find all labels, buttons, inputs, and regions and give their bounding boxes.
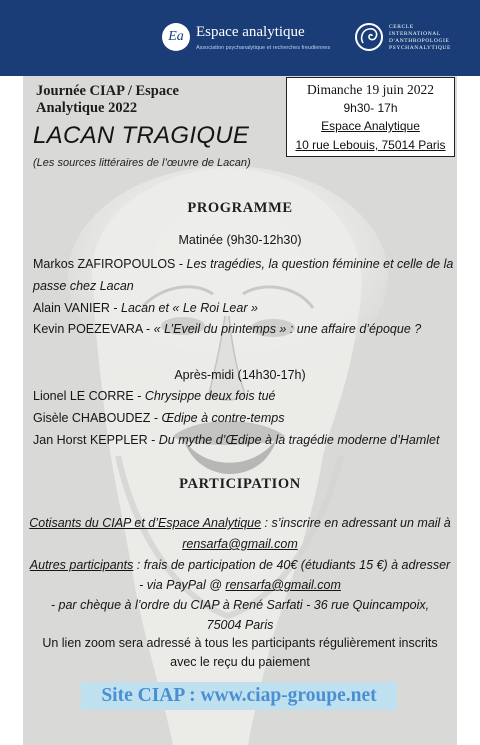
event-time: 9h30- 17h [343,101,398,115]
morning-label: Matinée (9h30-12h30) [178,233,302,247]
date-venue-box [286,77,455,157]
event-title: LACAN TRAGIQUE [33,122,250,149]
afternoon-label: Après-midi (14h30-17h) [174,368,306,382]
programme-item-continued: passe chez Lacan [33,279,134,293]
event-date: Dimanche 19 juin 2022 [306,82,435,97]
event-address: 10 rue Lebouis, 75014 Paris [295,138,446,152]
programme-heading: PROGRAMME [187,200,293,216]
espace-analytique-logo-icon: Ea [162,23,190,51]
cheque-line: - par chèque à l’ordre du CIAP à René Sarfati - 36 rue Quincampoix, [50,598,430,612]
programme-item: Lionel LE CORRE - Chrysippe deux fois tué [33,389,276,403]
email-link[interactable]: rensarfa@gmail.com [182,537,298,551]
event-subtitle: (Les sources littéraires de l’œuvre de Lacan) [33,157,251,169]
paypal-line: - via PayPal @ rensarfa@gmail.com [139,578,341,592]
autres-line: Autres participants : frais de participation de 40€ (étudiants 15 €) à adresser [29,558,451,572]
ciap-name: CERCLE INTERNATIONAL D'ANTHROPOLOGIE PSYCHANALYTIQUE [389,24,451,51]
event-venue: Espace Analytique [321,119,420,133]
programme-item: Gisèle CHABOUDEZ - Œdipe à contre-temps [33,411,285,425]
site-link[interactable]: Site CIAP : www.ciap-groupe.net [81,682,397,710]
journee-heading: Journée CIAP / Espace Analytique 2022 [36,83,179,116]
zoom-line: Un lien zoom sera adressé à tous les participants régulièrement inscrits [42,636,438,650]
programme-item: Markos ZAFIROPOULOS - Les tragédies, la question féminine et celle de la [33,257,454,271]
programme-item: Jan Horst KEPPLER - Du mythe d’Œdipe à la tragédie moderne d’Hamlet [33,433,440,447]
ciap-logo-icon [354,22,384,52]
paypal-email-link[interactable]: rensarfa@gmail.com [225,578,341,592]
programme-item: Kevin POEZEVARA - « L’Eveil du printemps » : une affaire d’époque ? [33,322,422,336]
participation-heading: PARTICIPATION [179,476,301,492]
espace-analytique-name: Espace analytique [196,24,305,40]
cheque-line-address: 75004 Paris [206,618,274,632]
zoom-line-2: avec le reçu du paiement [170,655,310,669]
email-line [23,537,457,551]
programme-item: Alain VANIER - Lacan et « Le Roi Lear » [33,301,258,315]
header-band [0,0,480,76]
cotisants-line: Cotisants du CIAP et d’Espace Analytique : s’inscrire en adressant un mail à [29,516,451,530]
espace-analytique-tagline: Association psychanalytique et recherches freudiennes [196,45,331,51]
